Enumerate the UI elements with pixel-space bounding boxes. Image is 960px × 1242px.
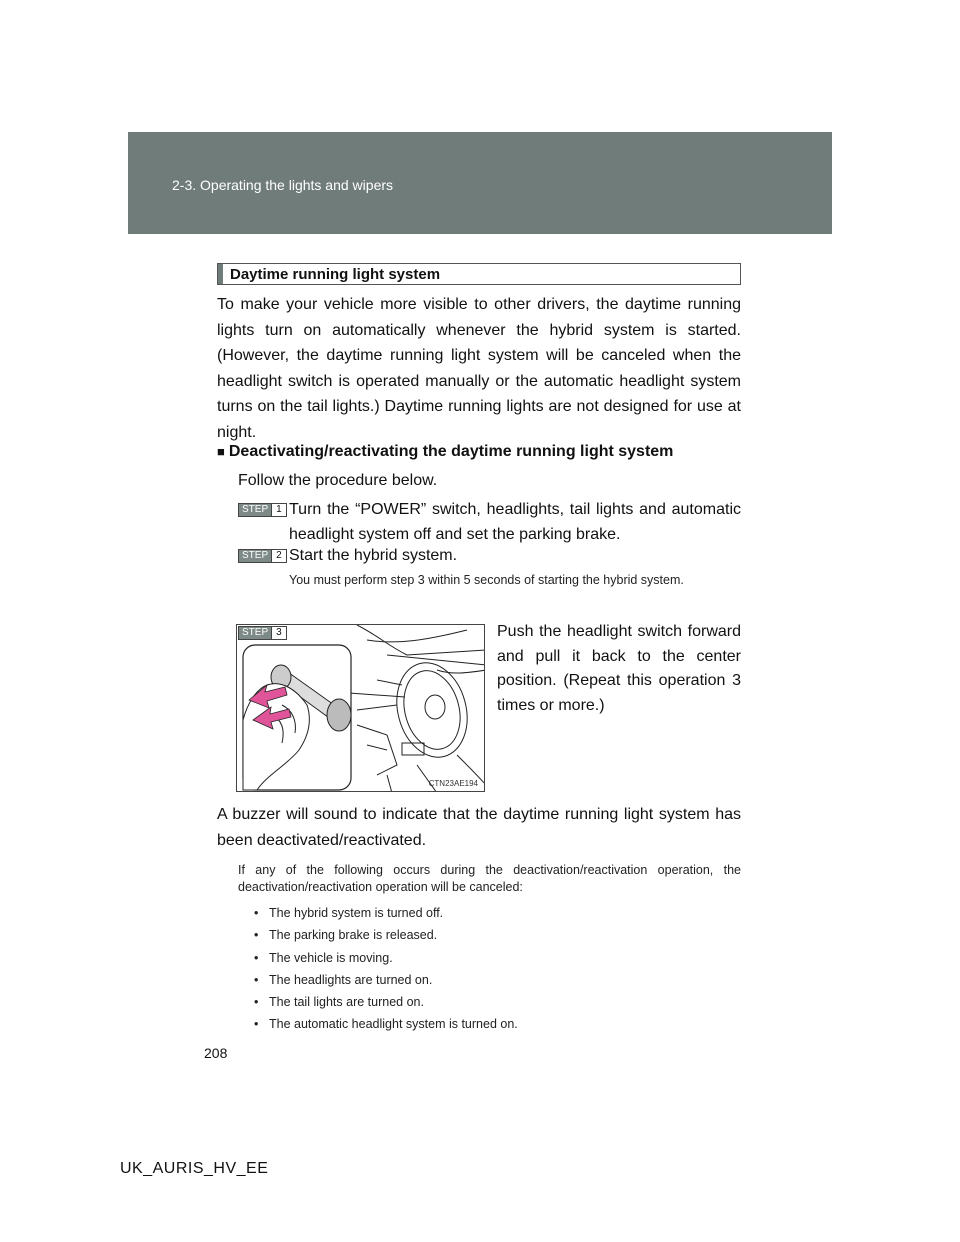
header-band [128,132,832,234]
footer-code: UK_AURIS_HV_EE [120,1160,269,1177]
section-breadcrumb: 2-3. Operating the lights and wipers [172,177,394,193]
procedure-lead: Follow the procedure below. [238,472,438,489]
list-item: • The headlights are turned on. [254,973,518,995]
figure-code: CTN23AE194 [428,779,478,788]
headlight-switch-illustration [236,624,485,792]
step-number: 1 [271,504,286,516]
list-item: • The parking brake is released. [254,928,518,950]
list-item: • The automatic headlight system is turned on. [254,1017,518,1039]
step-2-note: You must perform step 3 within 5 seconds of starting the hybrid system. [289,573,684,587]
list-item: • The tail lights are turned on. [254,995,518,1017]
cancel-conditions-intro: If any of the following occurs during the deactivation/reactivation operation, the deactivation/reactivation operation will be canceled: [238,863,741,894]
square-bullet-icon: ■ [217,444,225,459]
step-number: 3 [271,627,286,639]
step-1-badge [238,503,287,517]
dashboard-drawing [237,625,485,792]
cancel-conditions-list [254,906,518,1040]
step-3-badge [238,626,287,640]
intro-paragraph: To make your vehicle more visible to other drivers, the daytime running lights turn on automatically whenever the hybrid system is started. (However, the daytime running light system will be canceled when the headlight switch is operated manually or the automatic headlight system turns on the tail lights.) Daytime running lights are not designed for use at night. [217,296,741,441]
step-2-badge [238,549,287,563]
step-number: 2 [271,550,286,562]
section-title: Daytime running light system [230,266,441,283]
step-3-text: Push the headlight switch forward and pull it back to the center position. (Repeat this operation 3 times or more.) [497,623,741,714]
list-item: • The vehicle is moving. [254,951,518,973]
subsection-title: Deactivating/reactivating the daytime running light system [228,443,674,460]
result-paragraph: A buzzer will sound to indicate that the daytime running light system has been deactivated/reactivated. [217,806,741,849]
step-2-text: Start the hybrid system. [289,547,458,564]
step-label: STEP [239,504,271,516]
step-label: STEP [239,627,271,639]
section-title-bar [217,263,741,285]
step-label: STEP [239,550,271,562]
section-marker [218,264,223,284]
subsection-heading [217,443,741,461]
list-item: • The hybrid system is turned off. [254,906,518,928]
page-number: 208 [204,1045,228,1061]
step-1-text: Turn the “POWER” switch, headlights, tail lights and automatic headlight system off and set the parking brake. [289,501,741,543]
